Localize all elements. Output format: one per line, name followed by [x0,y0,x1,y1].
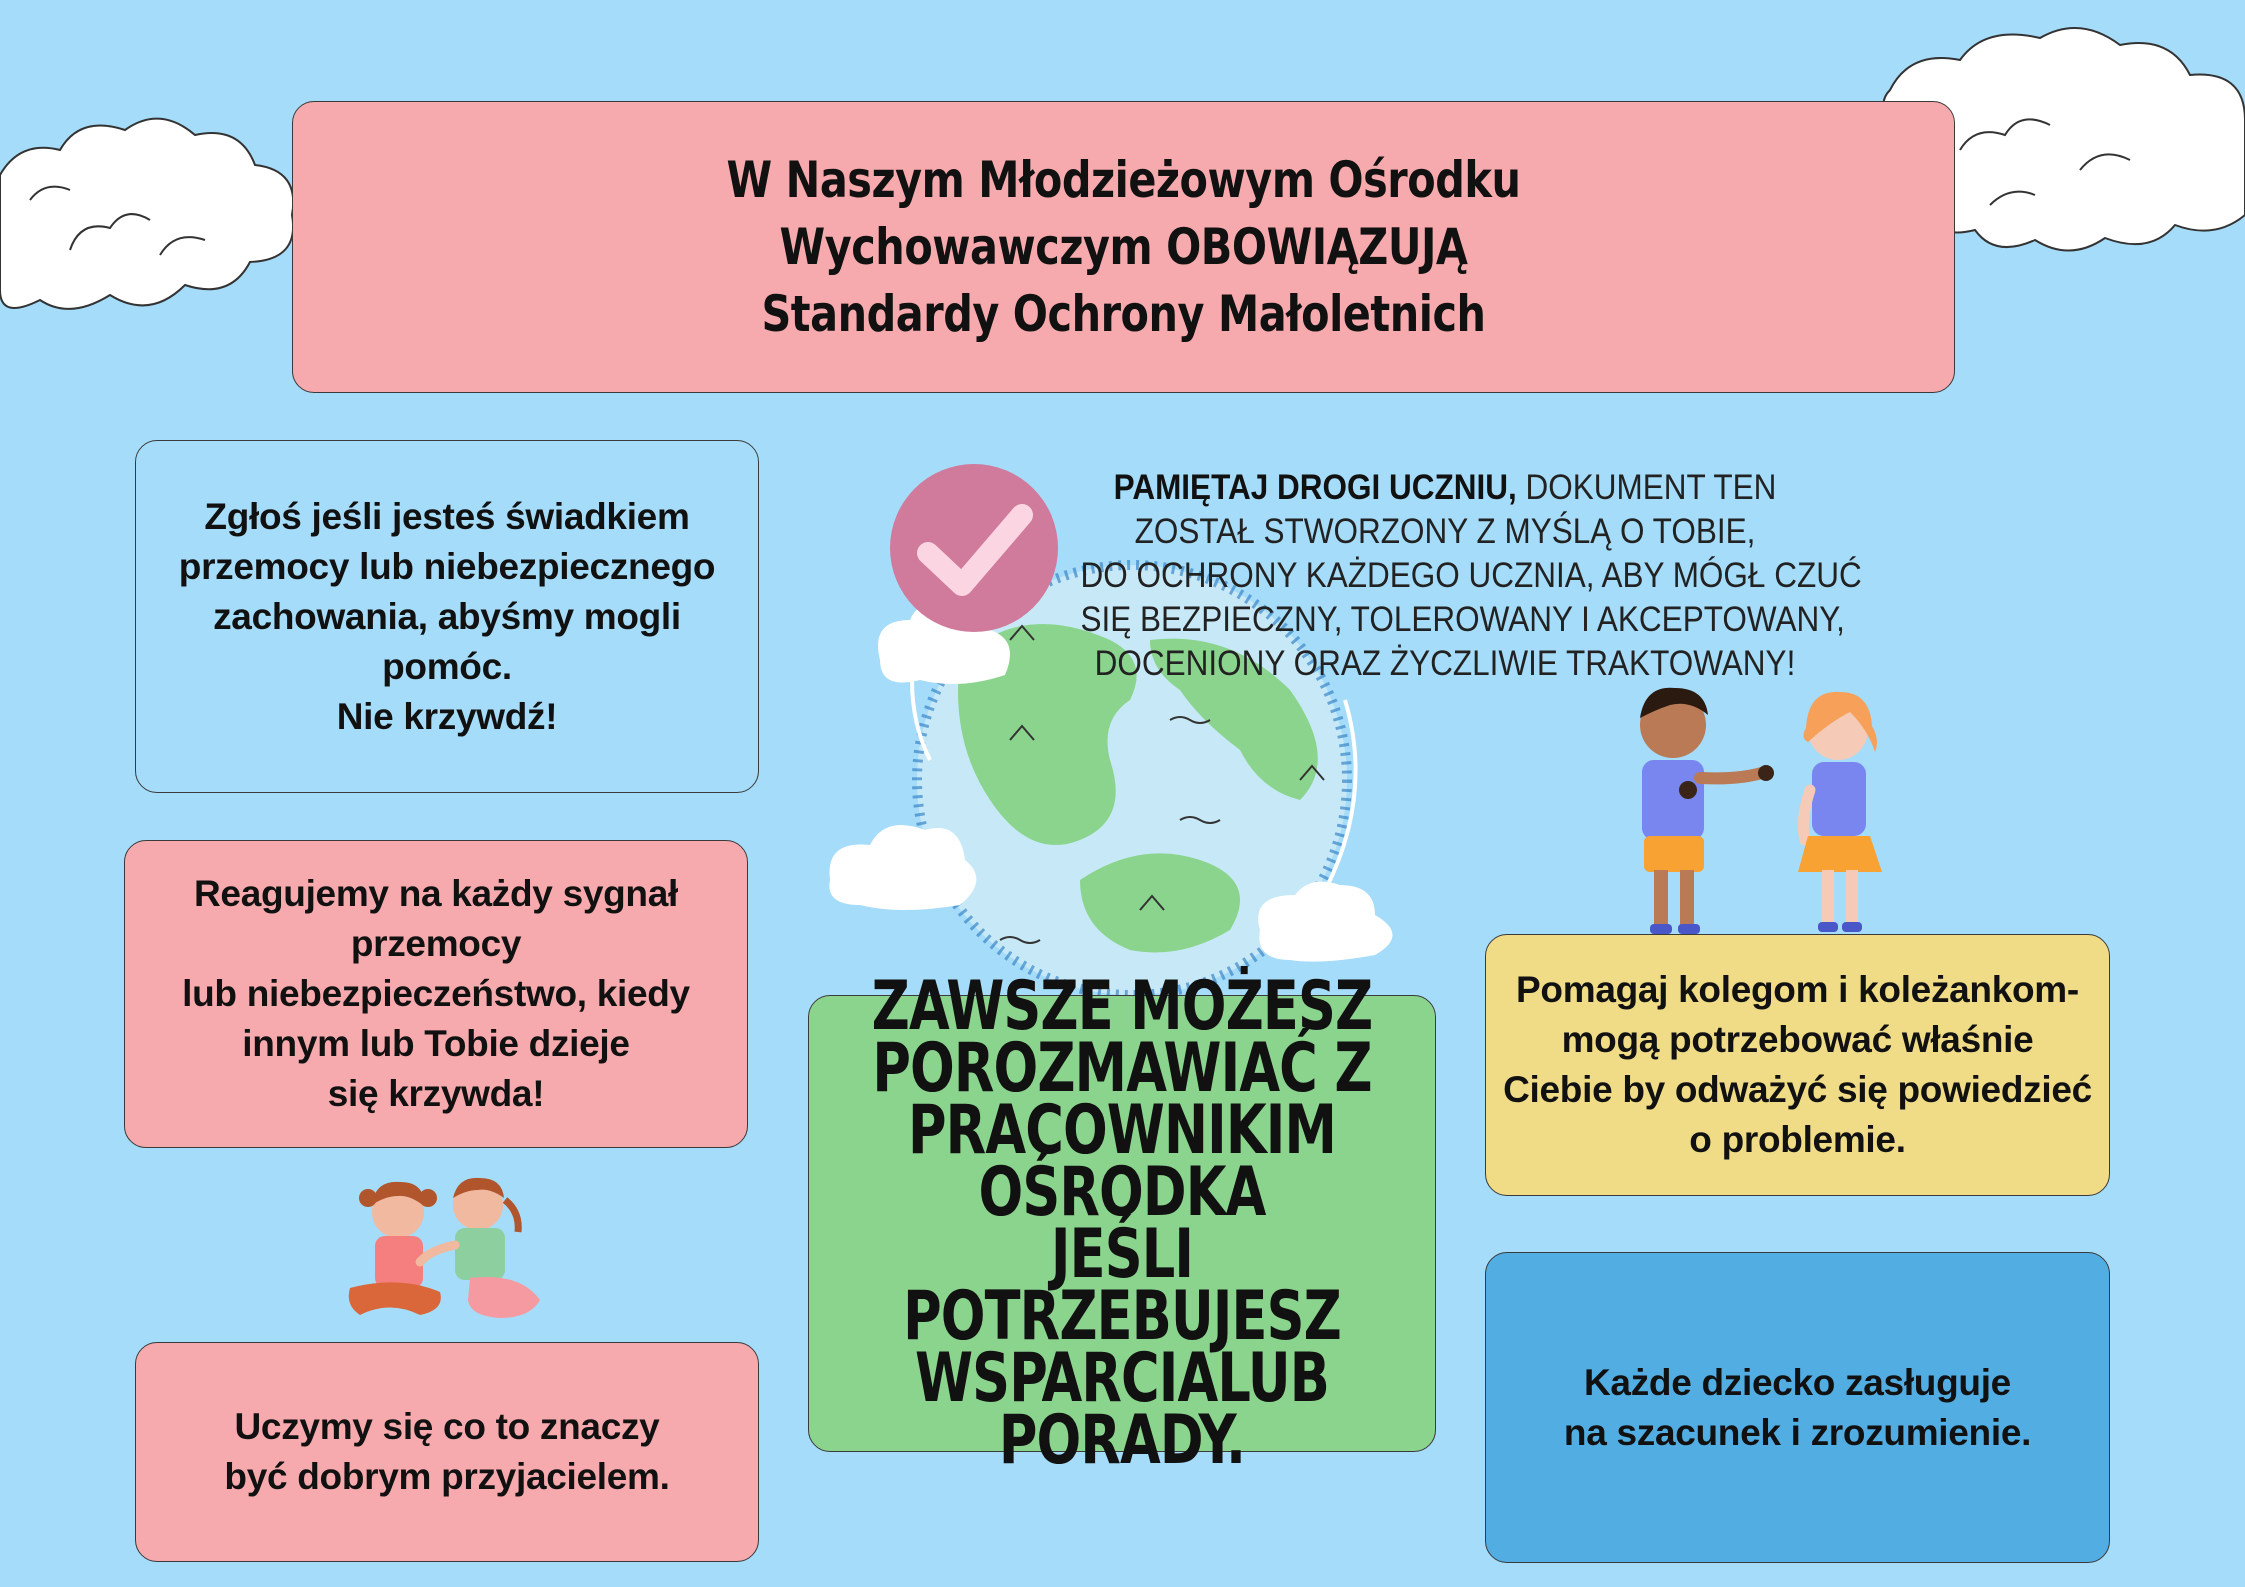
respect-box [1485,1252,2110,1563]
title-line-1: W Naszym Młodzieżowym Ośrodku [726,150,1521,209]
title-line-2: Wychowawczym OBOWIĄZUJĄ [779,217,1468,276]
report-text: Zgłoś jeśli jesteś świadkiem przemocy lub niebezpiecznego zachowania, abyśmy mogli pomóc. Nie krzywdź! [178,495,716,737]
memo-line-1-rest: DOKUMENT TEN [1516,468,1777,507]
friend-box [135,1342,759,1562]
talk-text: ZAWSZE MOŻESZ POROZMAWIAĆ Z PRACOWNIKIM OŚRODKA JEŚLI POTRZEBUJESZ WSPARCIALUB PORADY. [871,966,1373,1480]
children-comforting-icon [349,1178,540,1318]
help-box [1485,934,2110,1196]
memo-line-4: SIĘ BEZPIECZNY, TOLEROWANY I AKCEPTOWANY, [1080,600,1845,639]
memo-line-2: ZOSTAŁ STWORZONY Z MYŚLĄ O TOBIE, [1134,512,1756,551]
children-sharing-icon [1640,688,1882,934]
react-box [124,840,748,1148]
report-box [135,440,759,793]
react-text: Reagujemy na każdy sygnał przemocy lub niebezpieczeństwo, kiedy innym lub Tobie dzieje się krzywda! [182,873,690,1114]
check-icon [890,464,1058,632]
respect-text: Każde dziecko zasługuje na szacunek i zrozumienie. [1563,1361,2032,1453]
friend-text: Uczymy się co to znaczy być dobrym przyjacielem. [224,1406,670,1497]
help-text: Pomagaj kolegom i koleżankom- mogą potrzebować właśnie Ciebie by odważyć się powiedzieć o problemie. [1503,969,2092,1160]
memo-text [1080,466,1862,686]
memo-bold: PAMIĘTAJ DROGI UCZNIU, [1113,468,1517,507]
memo-line-3: DO OCHRONY KAŻDEGO UCZNIA, ABY MÓGŁ CZUĆ [1080,556,1862,595]
cloud-icon [0,119,293,309]
title-line-3: Standardy Ochrony Małoletnich [761,284,1486,343]
memo-line-5: DOCENIONY ORAZ ŻYCZLIWIE TRAKTOWANY! [1094,644,1796,683]
page-title [727,147,1521,348]
title-banner [292,101,1955,393]
talk-box [808,966,1436,1480]
